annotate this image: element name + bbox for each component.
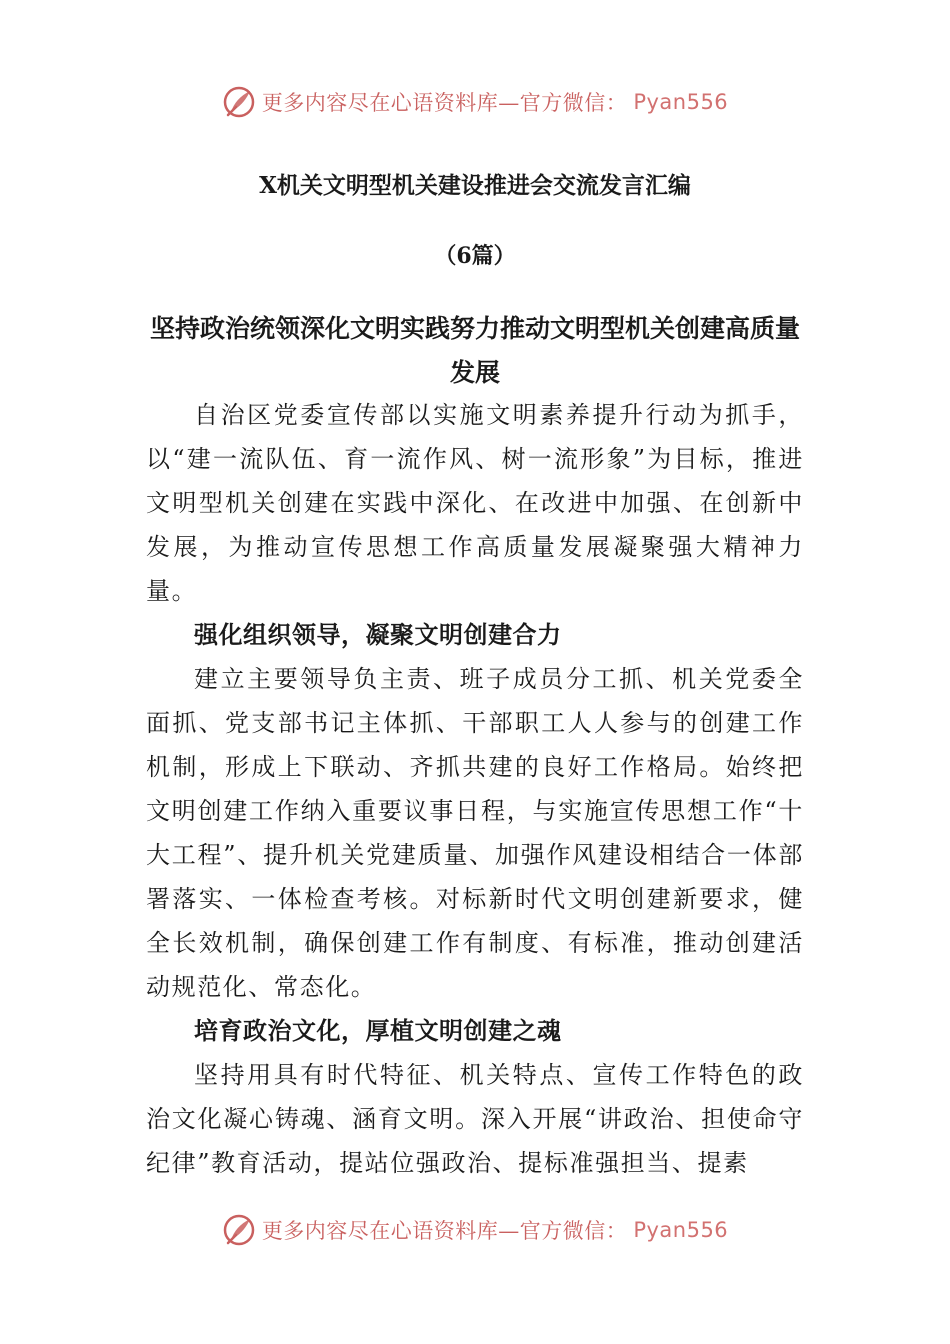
section-paragraph: 坚持用具有时代特征、机关特点、宣传工作特色的政治文化凝心铸魂、涵育文明。深入开展“讲政治、担使命守纪律”教育活动，提站位强政治、提标准强担当、提素 <box>146 1061 804 1177</box>
watermark-header <box>0 82 950 122</box>
watermark-text: 更多内容尽在心语资料库—官方微信： <box>261 1219 628 1243</box>
article-body <box>146 393 804 1185</box>
document-subtitle: （6篇） <box>434 243 516 269</box>
intro-paragraph: 自治区党委宣传部以实施文明素养提升行动为抓手，以“建一流队伍、育一流作风、树一流形象”为目标，推进文明型机关创建在实践中深化、在改进中加强、在创新中发展，为推动宣传思想工作高质量发展凝聚强大精神力量。 <box>146 401 804 605</box>
section-heading: 强化组织领导，凝聚文明创建合力 <box>194 620 562 649</box>
article-title: 坚持政治统领深化文明实践努力推动文明型机关创建高质量发展 <box>149 314 800 387</box>
feather-pen-logo-icon <box>222 1213 256 1247</box>
section-heading: 培育政治文化，厚植文明创建之魂 <box>194 1016 562 1045</box>
section-paragraph: 建立主要领导负主责、班子成员分工抓、机关党委全面抓、党支部书记主体抓、干部职工人人参与的创建工作机制，形成上下联动、齐抓共建的良好工作格局。始终把文明创建工作纳入重要议事日程，与实施宣传思想工作“十大工程”、提升机关党建质量、加强作风建设相结合一体部署落实、一体检查考核。对标新时代文明创建新要求，健全长效机制，确保创建工作有制度、有标准，推动创建活动规范化、常态化。 <box>146 665 804 1001</box>
watermark-wechat-id: Pyan556 <box>633 1218 729 1242</box>
watermark-text: 更多内容尽在心语资料库—官方微信： <box>261 91 628 115</box>
watermark-wechat-id: Pyan556 <box>633 90 729 114</box>
watermark-footer <box>0 1210 950 1250</box>
document-title: X机关文明型机关建设推进会交流发言汇编 <box>259 172 691 199</box>
feather-pen-logo-icon <box>222 85 256 119</box>
